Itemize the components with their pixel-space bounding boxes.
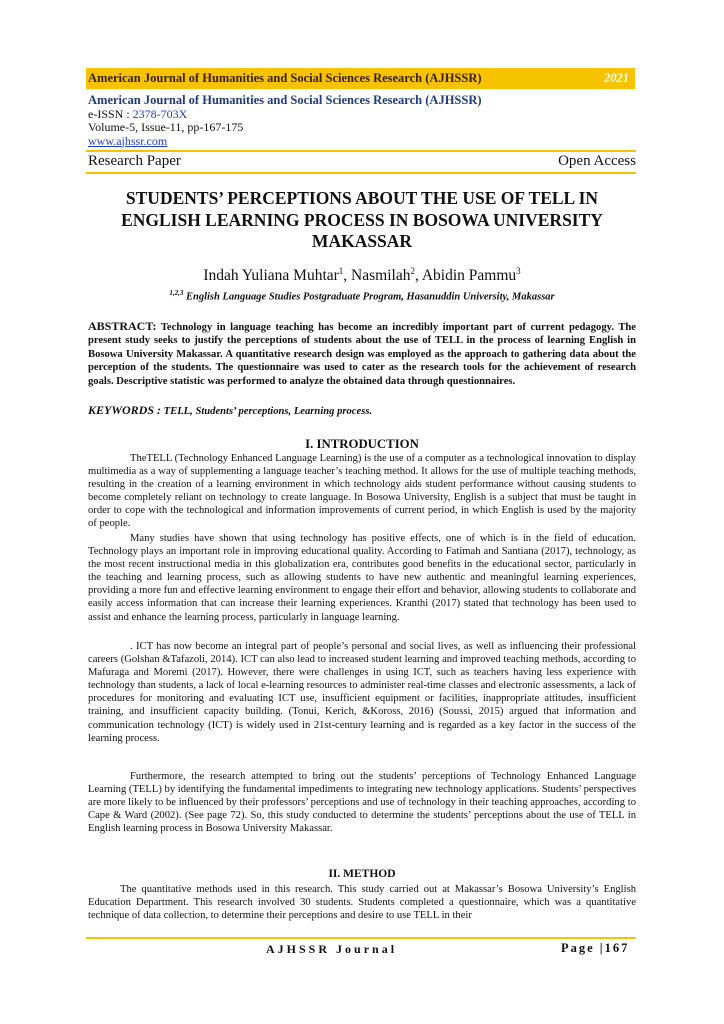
keywords bbox=[88, 403, 636, 418]
paragraph-text: TheTELL (Technology Enhanced Language Learning) is the use of a computer as a technological innovation to display multimedia as a way of supplementing a language teacher’s teaching method. It allows for the use of multiple teaching methods, resulting in the creation of a learning environment in which technology aids student performance without causing students to become completely reliant on technology to create language. In Bosowa University, English is a subject that must be taught in order to cope with the technological and information improvements of current period, in which English is used by the majority of people. bbox=[88, 453, 636, 530]
body-paragraph bbox=[88, 883, 636, 922]
footer-journal: AJHSSR Journal bbox=[266, 942, 398, 956]
author-sup: 3 bbox=[516, 266, 521, 276]
abstract bbox=[88, 320, 636, 388]
second-divider bbox=[86, 172, 636, 174]
top-divider bbox=[86, 150, 636, 152]
abstract-text: Technology in language teaching has become an incredibly important part of current pedagogy. The present study seeks to justify the perceptions of students about the use of TELL in the process of learning English in Bosowa University Makassar. A quantitative research design was employed as the approach to gathering data about the perception of the students. The questionnaire was used to cater as the research tools for the achievement of research goals. Descriptive statistic was performed to analyze the obtained data through questionnaires. bbox=[88, 322, 636, 387]
author-sup: 2 bbox=[410, 266, 415, 276]
paragraph-text: . ICT has now become an integral part of people’s personal and social lives, as well as influencing their professional careers (Golshan &Tafazoli, 2014). ICT can also lead to increased student learning and improved teaching methods, according to Mafuraga and Moremi (2017). However, there were challenges in using ICT, such as teachers having less experience with technology than students, a lack of local e-learning resources to administer real-time classes and electronic assessments, a lack of procedures for monitoring and evaluating ICT use, insufficient equipment or facilities, inappropriate attitudes, insufficient training, and insufficient capacity building. (Tonui, Kerich, &Koross, 2016) (Soussi, 2015) argued that information and communication technology (ICT) is widely used in 21st-century learning and is regarded as a key factor in the success of the learning process. bbox=[88, 641, 636, 744]
journal-meta bbox=[88, 94, 482, 148]
paragraph-text: Many studies have shown that using technology has positive effects, one of which is in the field of education. Technology plays an important role in improving educational quality. According to Fatimah and Santiana (2017), technology, as the most recent instructional media in this globalization era, contributes good benefits in the educational sector, particularly in the teaching and learning process, such as allowing students to have new authentic and meaningful learning experiences, providing a more fun and effective learning environment to engage their effort and behavior, allowing students to collaborate and easily access information that can increase their learning experiences. Kranthi (2017) stated that technology has been used to assist and enhance the learning process, particularly in language learning. bbox=[88, 533, 636, 623]
page-number: 167 bbox=[604, 941, 630, 955]
author-list: Indah Yuliana Muhtar$^1$, Nasmilah$^2$, Abidin Pammu$^3$ bbox=[203, 266, 521, 285]
access-type: Open Access bbox=[558, 153, 636, 169]
issn-label: e-ISSN : bbox=[88, 106, 133, 121]
body-paragraph bbox=[88, 640, 636, 745]
meta-journal-name: American Journal of Humanities and Social Sciences Research (AJHSSR) bbox=[88, 93, 482, 107]
footer-divider bbox=[86, 937, 636, 939]
author-sup: 1 bbox=[338, 266, 344, 276]
author-name: Indah Yuliana Muhtar bbox=[203, 267, 339, 285]
header-journal-name: American Journal of Humanities and Social Sciences Research (AJHSSR) bbox=[88, 71, 482, 85]
page-label: Page | bbox=[561, 941, 605, 955]
paragraph-text: Furthermore, the research attempted to bring out the students’ perceptions of Technology Enhanced Language Learning (TELL) by identifying the fundamental impediments to integrating new technology applications. Students’ perspectives are more likely to be influenced by their professors’ perceptions and use of technology in their teaching approaches, according to Cape & Ward (2002). (See page 72). So, this study conducted to determine the students’ perceptions about the use of TELL in English learning process in Bosowa University Makassar. bbox=[88, 771, 636, 835]
body-paragraph bbox=[88, 452, 636, 531]
author-name: Abidin Pammu bbox=[421, 267, 517, 285]
section-heading-introduction: I. INTRODUCTION bbox=[305, 437, 419, 451]
keywords-label: KEYWORDS : bbox=[88, 403, 162, 417]
affiliation bbox=[0, 289, 724, 303]
affiliation-text: English Language Studies Postgraduate Program, Hasanuddin University, Makassar bbox=[183, 291, 555, 303]
body-paragraph bbox=[88, 770, 636, 835]
keywords-text: TELL, Students’ perceptions, Learning process. bbox=[161, 406, 373, 417]
body-paragraph bbox=[88, 532, 636, 624]
author-name: Nasmilah bbox=[351, 267, 411, 285]
section-heading-method: II. METHOD bbox=[328, 868, 396, 880]
meta-issn bbox=[88, 108, 482, 122]
paragraph-text: The quantitative methods used in this research. This study carried out at Makassar’s Bosowa University’s English Education Department. This research involved 30 students. Students completed a questionnaire, which was a quantitative technique of data collection, to determine their perceptions and desire to use TELL in their bbox=[88, 884, 636, 922]
issn-value: 2378-703X bbox=[132, 106, 188, 121]
header-year: 2021 bbox=[604, 71, 629, 85]
paper-type: Research Paper bbox=[88, 153, 181, 169]
meta-volume: Volume-5, Issue-11, pp-167-175 bbox=[88, 120, 244, 134]
abstract-label: ABSTRACT: bbox=[88, 319, 157, 333]
affiliation-sup: 1,2,3 bbox=[169, 289, 184, 297]
website-link[interactable]: www.ajhssr.com bbox=[88, 133, 168, 148]
journal-header-bar bbox=[86, 68, 635, 89]
footer-page bbox=[561, 941, 629, 956]
paper-title: STUDENTS’ PERCEPTIONS ABOUT THE USE OF TELL IN ENGLISH LEARNING PROCESS IN BOSOWA UNIVERSITY MAKASSAR bbox=[121, 188, 603, 251]
